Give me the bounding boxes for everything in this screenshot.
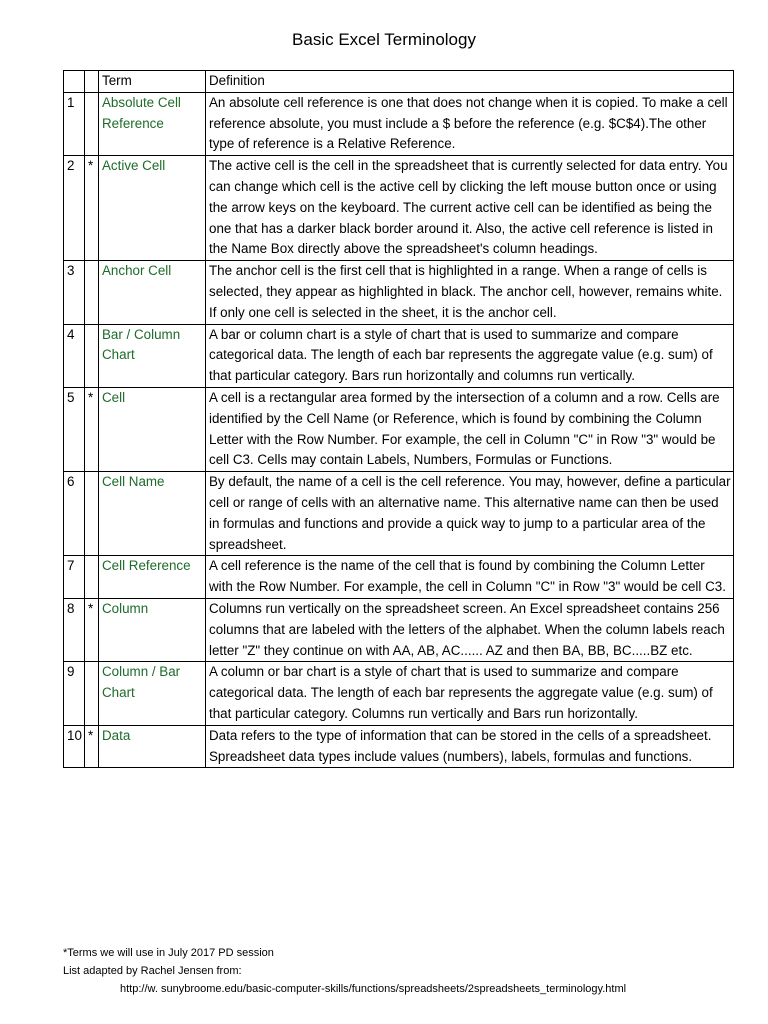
table-row (64, 556, 734, 599)
row-definition: A cell reference is the name of the cell that is found by combining the Column Letter with the Row Number. For example, the cell in Column "C" in Row "3" would be cell C3. (206, 556, 734, 599)
row-star (85, 662, 99, 725)
row-term: Bar / Column Chart (99, 324, 206, 387)
row-star: * (85, 387, 99, 471)
row-star (85, 92, 99, 155)
row-number: 6 (64, 472, 85, 556)
row-number: 9 (64, 662, 85, 725)
row-star: * (85, 598, 99, 661)
row-definition: A bar or column chart is a style of chart that is used to summarize and compare categorical data. The length of each bar represents the aggregate value (e.g. sum) of that particular category. Bars run horizontally and columns run vertically. (206, 324, 734, 387)
footer-note: *Terms we will use in July 2017 PD session (63, 947, 274, 959)
source-url-link[interactable]: http://w. sunybroome.edu/basic-computer-skills/functions/spreadsheets/2spreadsheets_terminology.html (120, 983, 627, 995)
row-number: 3 (64, 261, 85, 324)
row-number: 1 (64, 92, 85, 155)
row-star (85, 261, 99, 324)
row-term: Column (99, 598, 206, 661)
row-definition: By default, the name of a cell is the cell reference. You may, however, define a particular cell or range of cells with an alternative name. This alternative name can then be used in formulas and functions and provide a quick way to jump to a particular area of the spreadsheet. (206, 472, 734, 556)
table-row (64, 261, 734, 324)
table-row (64, 662, 734, 725)
header-star (85, 71, 99, 93)
row-definition: An absolute cell reference is one that does not change when it is copied. To make a cell reference absolute, you must include a $ before the reference (e.g. $C$4).The other type of reference is a Relative Reference. (206, 92, 734, 155)
row-star (85, 556, 99, 599)
table-row (64, 92, 734, 155)
table-row (64, 156, 734, 261)
row-number: 2 (64, 156, 85, 261)
row-star (85, 472, 99, 556)
row-definition: The anchor cell is the first cell that is highlighted in a range. When a range of cells is selected, they appear as highlighted in black. The anchor cell, however, remains white. If only one cell is selected in the sheet, it is the anchor cell. (206, 261, 734, 324)
row-term: Data (99, 725, 206, 768)
footer-credit: List adapted by Rachel Jensen from: (63, 965, 242, 977)
row-definition: The active cell is the cell in the spreadsheet that is currently selected for data entry. You can change which cell is the active cell by clicking the left mouse button once or using the arrow keys on the keyboard. The current active cell can be identified as being the one that has a darker black border around it. Also, the active cell reference is listed in the Name Box directly above the spreadsheet's column headings. (206, 156, 734, 261)
row-definition: Columns run vertically on the spreadsheet screen. An Excel spreadsheet contains 256 columns that are labeled with the letters of the alphabet. When the column labels reach letter "Z" they continue on with AA, AB, AC...... AZ and then BA, BB, BC.....BZ etc. (206, 598, 734, 661)
header-num (64, 71, 85, 93)
table-row (64, 324, 734, 387)
header-term: Term (99, 71, 206, 93)
row-term: Absolute Cell Reference (99, 92, 206, 155)
row-term: Cell Name (99, 472, 206, 556)
row-star: * (85, 725, 99, 768)
row-definition: A cell is a rectangular area formed by the intersection of a column and a row. Cells are identified by the Cell Name (or Reference, which is found by combining the Column Letter with the Row Number. For example, the cell in Column "C" in Row "3" would be cell C3. Cells may contain Labels, Numbers, Formulas or Functions. (206, 387, 734, 471)
table-row (64, 725, 734, 768)
row-term: Cell Reference (99, 556, 206, 599)
row-term: Column / Bar Chart (99, 662, 206, 725)
row-number: 8 (64, 598, 85, 661)
footer (63, 944, 626, 998)
row-term: Anchor Cell (99, 261, 206, 324)
header-definition: Definition (206, 71, 734, 93)
row-number: 7 (64, 556, 85, 599)
row-star (85, 324, 99, 387)
row-number: 4 (64, 324, 85, 387)
table-row (64, 598, 734, 661)
row-number: 10 (64, 725, 85, 768)
row-star: * (85, 156, 99, 261)
row-number: 5 (64, 387, 85, 471)
page-title: Basic Excel Terminology (292, 30, 476, 49)
row-term: Cell (99, 387, 206, 471)
table-row (64, 387, 734, 471)
row-definition: A column or bar chart is a style of chart that is used to summarize and compare categorical data. The length of each bar represents the aggregate value (e.g. sum) of that particular category. Columns run vertically and Bars run horizontally. (206, 662, 734, 725)
terminology-table (63, 70, 734, 768)
row-definition: Data refers to the type of information that can be stored in the cells of a spreadsheet. Spreadsheet data types include values (numbers), labels, formulas and functions. (206, 725, 734, 768)
table-header-row (64, 71, 734, 93)
table-row (64, 472, 734, 556)
row-term: Active Cell (99, 156, 206, 261)
